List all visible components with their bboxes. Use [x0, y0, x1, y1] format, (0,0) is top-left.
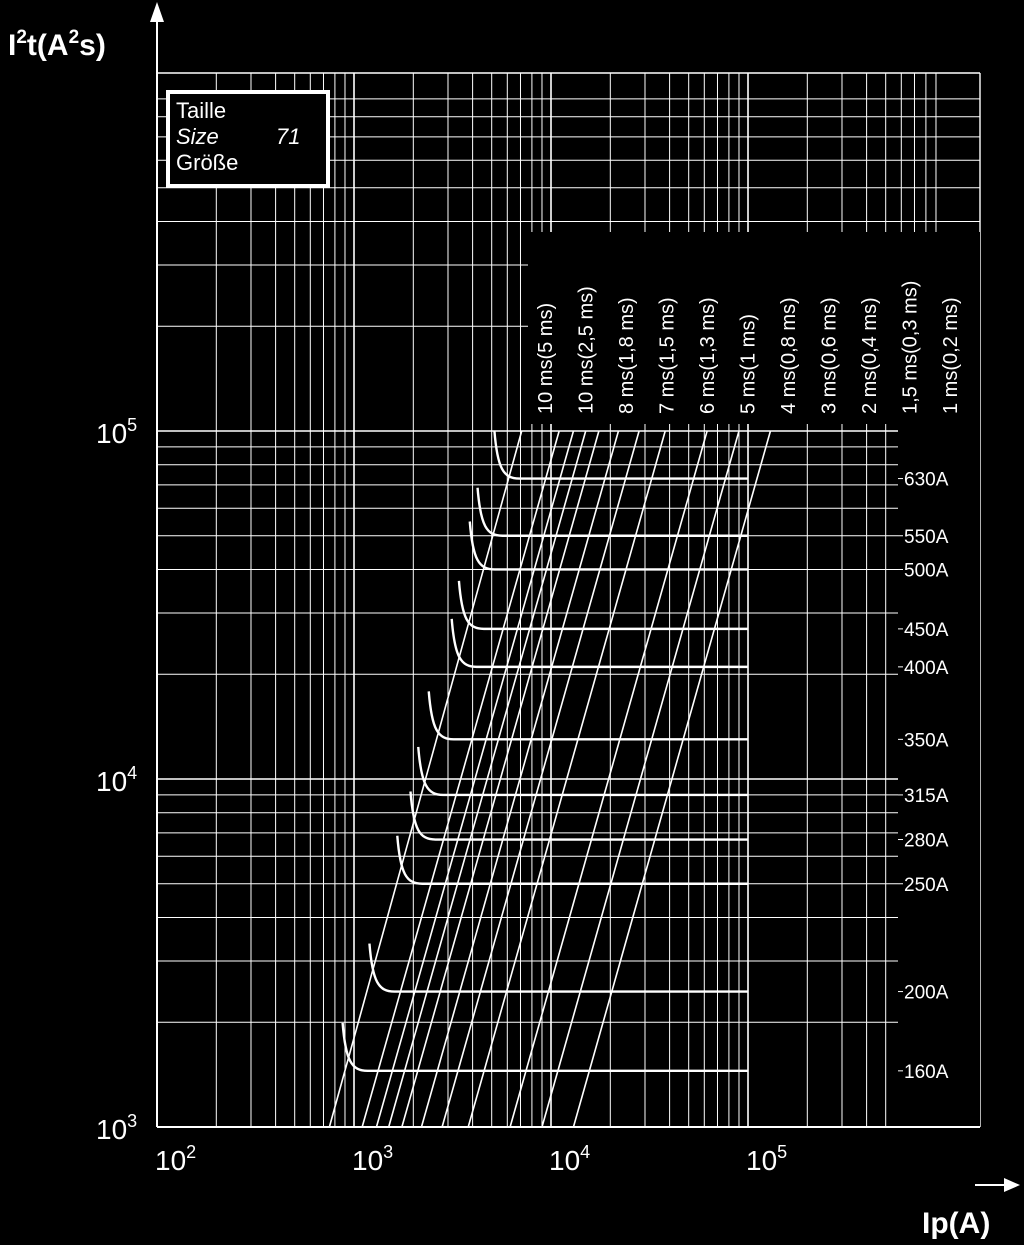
rating-label: 250A [904, 874, 949, 896]
y-tick-label: $10^4$ [96, 763, 138, 797]
rating-label: 280A [904, 830, 949, 852]
rating-label: 200A [904, 982, 949, 1004]
rating-label: 550A [904, 526, 949, 548]
legend-line-size: Size [176, 124, 219, 149]
time-line-label: 7 ms(1,5 ms) [656, 297, 679, 414]
y-tick-label: $10^5$ [96, 415, 138, 449]
x-tick-label: $10^2$ [155, 1142, 197, 1176]
time-line-label: 10 ms(5 ms) [535, 302, 557, 414]
rating-label: 450A [904, 619, 949, 641]
time-line-label: 4 ms(0,8 ms) [778, 297, 800, 414]
x-axis-title: Ip(A) [922, 1207, 991, 1240]
time-line-label: 8 ms(1,8 ms) [616, 297, 638, 414]
time-line-label: 6 ms(1,3 ms) [697, 297, 719, 414]
x-tick-label: $10^5$ [746, 1142, 788, 1176]
y-axis-title: $I^2t(A^2s)$ [8, 27, 106, 62]
time-line-label: 1 ms(0,2 ms) [940, 297, 962, 414]
legend-size-value: 71 [276, 124, 301, 149]
rating-label: 315A [904, 785, 949, 807]
rating-label: 500A [904, 560, 949, 582]
y-tick-label: $10^3$ [96, 1111, 138, 1145]
time-line-label: 10 ms(2,5 ms) [575, 286, 598, 414]
time-line-label: 3 ms(0,6 ms) [818, 297, 841, 414]
rating-label: 400A [904, 657, 949, 679]
x-tick-label: $10^3$ [352, 1142, 394, 1176]
rating-label: 160A [904, 1061, 949, 1083]
time-line-label: 2 ms(0,4 ms) [859, 297, 881, 414]
size-legend-box [168, 92, 328, 186]
time-line-label: 5 ms(1 ms) [737, 314, 760, 414]
rating-label: 350A [904, 730, 949, 752]
legend-line-grosse: Größe [176, 150, 239, 175]
rating-label: 630A [904, 469, 949, 491]
time-line-label: 1,5 ms(0,3 ms) [899, 280, 922, 414]
x-tick-label: $10^4$ [549, 1142, 591, 1176]
legend-line-taille: Taille [176, 98, 227, 123]
